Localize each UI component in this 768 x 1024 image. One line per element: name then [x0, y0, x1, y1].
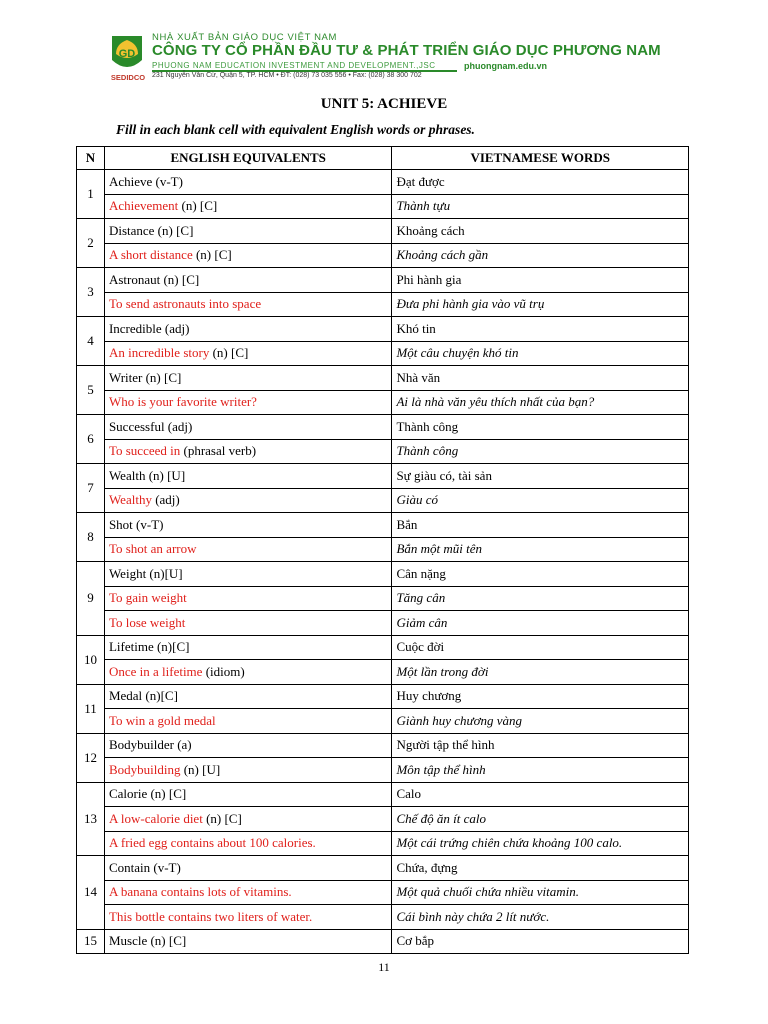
- english-word-text: (idiom): [202, 663, 245, 679]
- page-number: 11: [378, 960, 390, 974]
- english-word-text: Writer (n) [C]: [108, 369, 182, 385]
- vietnamese-cell: Thành công: [392, 415, 689, 440]
- table-row: [77, 292, 689, 317]
- english-example-text: This bottle contains two liters of water.: [108, 908, 313, 924]
- table-row: [77, 856, 689, 881]
- entry-number: 4: [77, 317, 105, 366]
- header-number: N: [77, 147, 105, 170]
- english-cell: [104, 880, 391, 905]
- vietnamese-cell: Huy chương: [392, 684, 689, 709]
- table-row: [77, 807, 689, 832]
- table-row: [77, 219, 689, 244]
- website: phuongnam.edu.vn: [464, 61, 547, 71]
- entry-number: 2: [77, 219, 105, 268]
- table-row: [77, 586, 689, 611]
- header-vietnamese: VIETNAMESE WORDS: [392, 147, 689, 170]
- english-example-text: To gain weight: [108, 590, 187, 606]
- english-cell: [104, 415, 391, 440]
- company-logo-icon: [104, 30, 150, 78]
- vietnamese-cell: Đưa phi hành gia vào vũ trụ: [392, 292, 689, 317]
- table-row: [77, 562, 689, 587]
- table-row: [77, 415, 689, 440]
- table-row: [77, 317, 689, 342]
- english-cell: [104, 390, 391, 415]
- english-cell: [104, 292, 391, 317]
- english-cell: [104, 219, 391, 244]
- entry-number: 3: [77, 268, 105, 317]
- english-cell: [104, 562, 391, 587]
- english-example-text: To succeed in: [108, 443, 181, 459]
- english-example-text: To win a gold medal: [108, 712, 216, 728]
- english-word-text: (n) [C]: [192, 247, 232, 263]
- table-row: [77, 758, 689, 783]
- english-example-text: A short distance: [108, 247, 193, 263]
- entry-number: 7: [77, 464, 105, 513]
- table-row: [77, 611, 689, 636]
- table-row: [77, 929, 689, 954]
- english-word-text: Contain (v-T): [108, 859, 181, 875]
- vietnamese-cell: Phi hành gia: [392, 268, 689, 293]
- entry-number: 10: [77, 635, 105, 684]
- logo-caption: SEDIDCO: [110, 73, 146, 82]
- table-row: [77, 660, 689, 685]
- english-word-text: Weight (n)[U]: [108, 565, 183, 581]
- english-word-text: Shot (v-T): [108, 516, 164, 532]
- vietnamese-cell: Bắn: [392, 513, 689, 538]
- english-cell: [104, 856, 391, 881]
- table-row: [77, 268, 689, 293]
- english-cell: [104, 464, 391, 489]
- entry-number: 13: [77, 782, 105, 856]
- table-row: [77, 488, 689, 513]
- english-cell: [104, 684, 391, 709]
- english-word-text: Astronaut (n) [C]: [108, 271, 200, 287]
- english-cell: [104, 782, 391, 807]
- english-word-text: Muscle (n) [C]: [108, 933, 187, 949]
- english-cell: [104, 268, 391, 293]
- table-row: [77, 194, 689, 219]
- entry-number: 11: [77, 684, 105, 733]
- table-row: [77, 170, 689, 195]
- english-cell: [104, 758, 391, 783]
- english-word-text: (n) [C]: [178, 198, 218, 214]
- vietnamese-cell: Bắn một mũi tên: [392, 537, 689, 562]
- table-row: [77, 537, 689, 562]
- vietnamese-cell: Chế độ ăn ít calo: [392, 807, 689, 832]
- vietnamese-cell: Môn tập thể hình: [392, 758, 689, 783]
- vietnamese-cell: Một quả chuối chứa nhiều vitamin.: [392, 880, 689, 905]
- english-word-text: Medal (n)[C]: [108, 688, 178, 704]
- english-example-text: Who is your favorite writer?: [108, 394, 257, 410]
- english-cell: [104, 513, 391, 538]
- vietnamese-cell: Khó tin: [392, 317, 689, 342]
- table-row: [77, 366, 689, 391]
- english-example-text: Wealthy: [108, 492, 152, 508]
- table-row: [77, 831, 689, 856]
- english-example-text: A low-calorie diet: [108, 810, 203, 826]
- table-header-row: [77, 147, 689, 170]
- vietnamese-cell: Giành huy chương vàng: [392, 709, 689, 734]
- vietnamese-cell: Chứa, đựng: [392, 856, 689, 881]
- entry-number: 5: [77, 366, 105, 415]
- vietnamese-cell: Cái bình này chứa 2 lít nước.: [392, 905, 689, 930]
- vietnamese-cell: Tăng cân: [392, 586, 689, 611]
- english-cell: [104, 635, 391, 660]
- english-cell: [104, 488, 391, 513]
- table-row: [77, 782, 689, 807]
- vietnamese-cell: Một cái trứng chiên chứa khoảng 100 calo.: [392, 831, 689, 856]
- english-example-text: A fried egg contains about 100 calories.: [108, 835, 316, 851]
- vietnamese-cell: Giàu có: [392, 488, 689, 513]
- company-name: CÔNG TY CỔ PHẦN ĐẦU TƯ & PHÁT TRIỂN GIÁO DỤC PHƯƠNG NAM: [152, 42, 661, 59]
- english-cell: [104, 439, 391, 464]
- table-row: [77, 733, 689, 758]
- vietnamese-cell: Người tập thể hình: [392, 733, 689, 758]
- english-cell: [104, 366, 391, 391]
- entry-number: 8: [77, 513, 105, 562]
- vietnamese-cell: Cân nặng: [392, 562, 689, 587]
- table-row: [77, 464, 689, 489]
- english-example-text: To shot an arrow: [108, 541, 197, 557]
- vocabulary-table: [76, 146, 689, 954]
- table-row: [77, 243, 689, 268]
- vietnamese-cell: Cuộc đời: [392, 635, 689, 660]
- english-cell: [104, 733, 391, 758]
- english-word-text: (n) [U]: [180, 761, 221, 777]
- english-word-text: Distance (n) [C]: [108, 222, 194, 238]
- vietnamese-cell: Sự giàu có, tài sản: [392, 464, 689, 489]
- entry-number: 6: [77, 415, 105, 464]
- english-example-text: To lose weight: [108, 614, 186, 630]
- english-word-text: Calorie (n) [C]: [108, 786, 187, 802]
- english-word-text: (adj): [151, 492, 180, 508]
- table-row: [77, 390, 689, 415]
- english-cell: [104, 831, 391, 856]
- vietnamese-cell: Khoảng cách: [392, 219, 689, 244]
- english-cell: [104, 660, 391, 685]
- entry-number: 15: [77, 929, 105, 954]
- english-cell: [104, 807, 391, 832]
- vietnamese-cell: Cơ bắp: [392, 929, 689, 954]
- table-row: [77, 439, 689, 464]
- vietnamese-cell: Nhà văn: [392, 366, 689, 391]
- vietnamese-cell: Giảm cân: [392, 611, 689, 636]
- vietnamese-cell: Đạt được: [392, 170, 689, 195]
- english-word-text: Incredible (adj): [108, 320, 190, 336]
- vietnamese-cell: Thành công: [392, 439, 689, 464]
- english-example-text: Bodybuilding: [108, 761, 181, 777]
- english-cell: [104, 709, 391, 734]
- english-example-text: To send astronauts into space: [108, 296, 262, 312]
- vietnamese-cell: Ai là nhà văn yêu thích nhất của bạn?: [392, 390, 689, 415]
- entry-number: 1: [77, 170, 105, 219]
- exercise-instruction: Fill in each blank cell with equivalent English words or phrases.: [116, 122, 475, 137]
- english-word-text: (n) [C]: [202, 810, 242, 826]
- table-body: [77, 170, 689, 954]
- table-row: [77, 341, 689, 366]
- english-cell: [104, 243, 391, 268]
- english-word-text: (n) [C]: [209, 345, 249, 361]
- english-example-text: An incredible story: [108, 345, 210, 361]
- english-word-text: Lifetime (n)[C]: [108, 639, 190, 655]
- english-word-text: Successful (adj): [108, 418, 193, 434]
- english-cell: [104, 586, 391, 611]
- vietnamese-cell: Calo: [392, 782, 689, 807]
- english-cell: [104, 611, 391, 636]
- publisher-line: NHÀ XUẤT BẢN GIÁO DỤC VIỆT NAM: [152, 32, 337, 43]
- english-cell: [104, 537, 391, 562]
- english-cell: [104, 929, 391, 954]
- english-cell: [104, 194, 391, 219]
- logo-letters: GD: [118, 48, 136, 60]
- vietnamese-cell: Một câu chuyện khó tin: [392, 341, 689, 366]
- table-row: [77, 880, 689, 905]
- english-example-text: Achievement: [108, 198, 179, 214]
- entry-number: 12: [77, 733, 105, 782]
- english-word-text: (phrasal verb): [180, 443, 257, 459]
- english-word-text: Wealth (n) [U]: [108, 467, 186, 483]
- publisher-header: [104, 28, 664, 84]
- entry-number: 9: [77, 562, 105, 636]
- unit-title: UNIT 5: ACHIEVE: [320, 96, 448, 112]
- english-cell: [104, 341, 391, 366]
- entry-number: 14: [77, 856, 105, 930]
- english-example-text: A banana contains lots of vitamins.: [108, 884, 292, 900]
- table-row: [77, 635, 689, 660]
- english-cell: [104, 905, 391, 930]
- english-cell: [104, 170, 391, 195]
- company-address: 231 Nguyễn Văn Cừ, Quận 5, TP. HCM • ĐT: (028) 73 035 556 • Fax: (028) 38 300 702: [152, 72, 422, 79]
- table-row: [77, 684, 689, 709]
- vietnamese-cell: Thành tựu: [392, 194, 689, 219]
- header-english: ENGLISH EQUIVALENTS: [104, 147, 391, 170]
- english-example-text: Once in a lifetime: [108, 663, 203, 679]
- table-row: [77, 709, 689, 734]
- company-english-name: PHUONG NAM EDUCATION INVESTMENT AND DEVELOPMENT.,JSC: [152, 61, 436, 70]
- vietnamese-cell: Khoảng cách gần: [392, 243, 689, 268]
- table-row: [77, 905, 689, 930]
- vietnamese-cell: Một lần trong đời: [392, 660, 689, 685]
- table-row: [77, 513, 689, 538]
- english-word-text: Achieve (v-T): [108, 173, 183, 189]
- english-word-text: Bodybuilder (a): [108, 737, 192, 753]
- english-cell: [104, 317, 391, 342]
